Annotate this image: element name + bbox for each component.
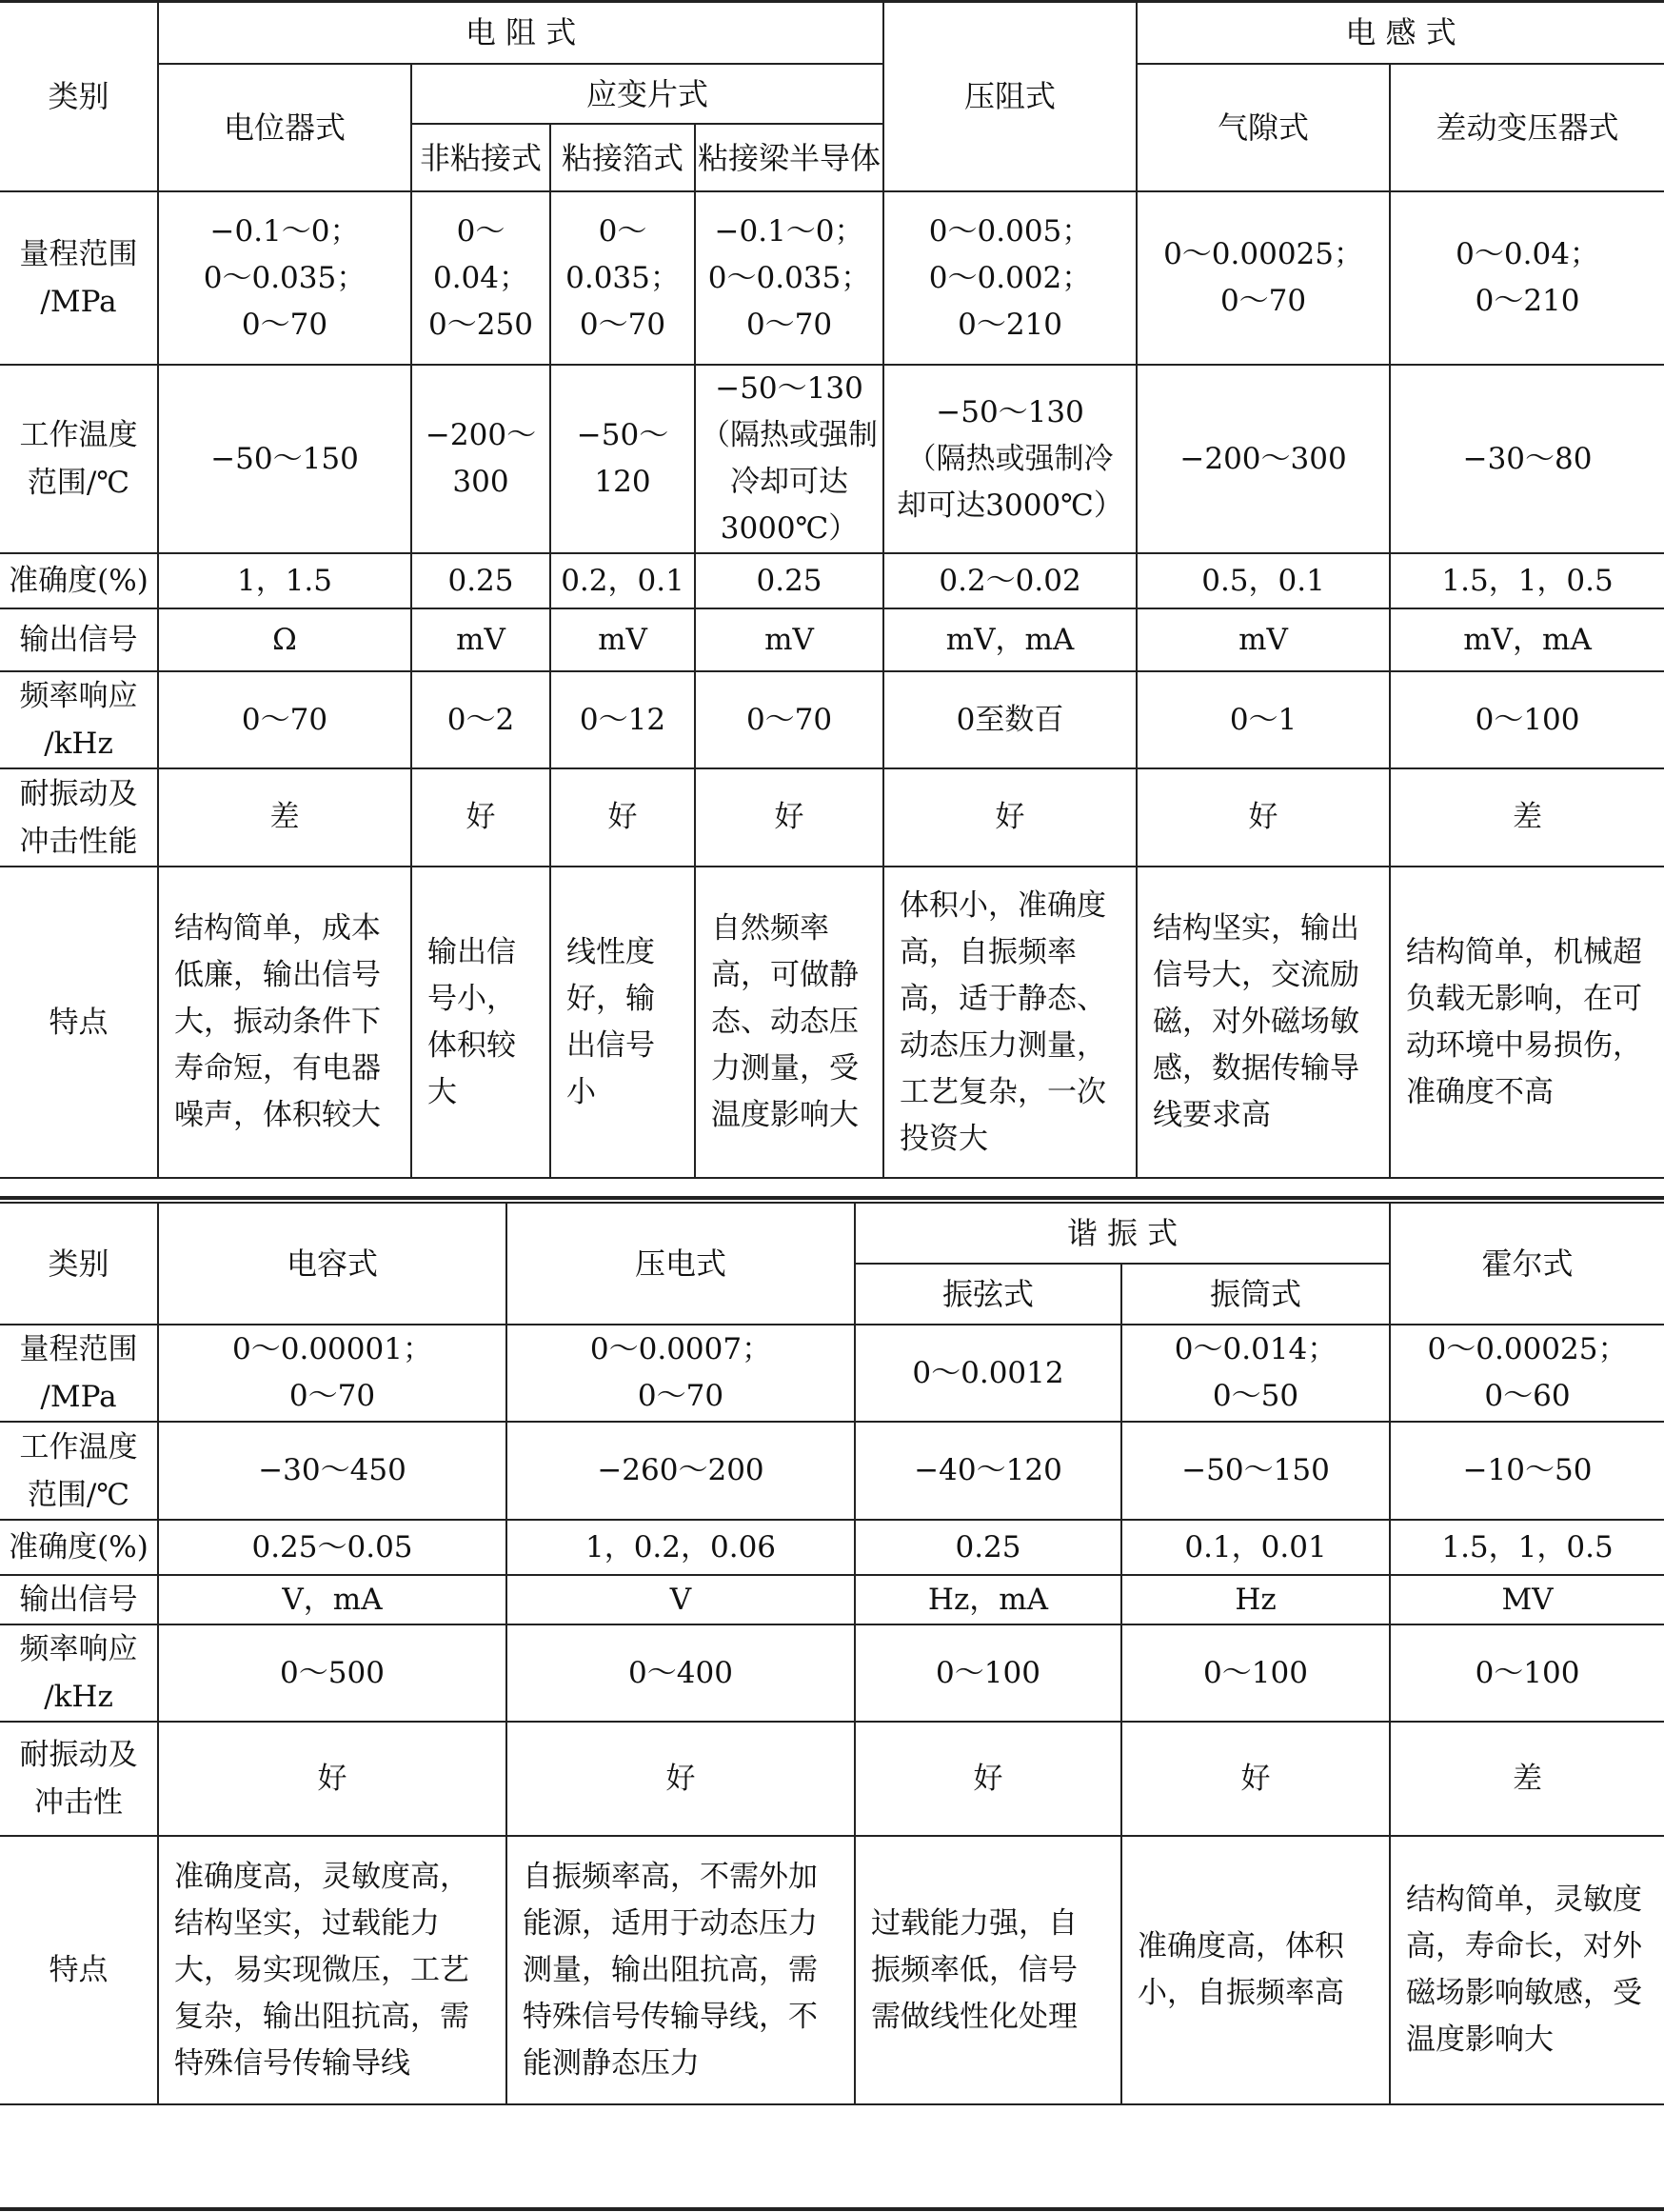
table-cell: 0.25 bbox=[695, 553, 883, 608]
table-cell: 1.5，1，0.5 bbox=[1390, 1520, 1664, 1575]
bottom-rule bbox=[0, 2207, 1664, 2211]
row-label: 量程范围 /MPa bbox=[0, 191, 158, 365]
table-cell: 0～0.014； 0～50 bbox=[1121, 1325, 1390, 1422]
table-cell: 好 bbox=[411, 768, 550, 867]
col-header-piezoresistive: 压阻式 bbox=[883, 1, 1137, 191]
table-cell: 好 bbox=[1137, 768, 1390, 867]
col-header-air-gap: 气隙式 bbox=[1137, 64, 1390, 191]
table2-row bbox=[0, 1325, 1664, 1422]
table-cell: 1，0.2，0.06 bbox=[506, 1520, 855, 1575]
table-cell: 0～0.04； 0～250 bbox=[411, 191, 550, 365]
table-cell: 1.5，1，0.5 bbox=[1390, 553, 1664, 608]
table-cell: 0～70 bbox=[695, 671, 883, 768]
table2-row bbox=[0, 1422, 1664, 1520]
table-cell: 0～100 bbox=[1390, 1624, 1664, 1722]
row-label: 准确度(%) bbox=[0, 553, 158, 608]
table1-row bbox=[0, 553, 1664, 608]
features-cell: 准确度高，灵敏度高，结构坚实，过载能力大，易实现微压，工艺复杂，输出阻抗高，需特殊信号传输导线 bbox=[158, 1836, 506, 2104]
table-cell: mV，mA bbox=[883, 608, 1137, 671]
table-cell: 差 bbox=[158, 768, 411, 867]
table-cell: 差 bbox=[1390, 768, 1664, 867]
table-cell: −30～80 bbox=[1390, 365, 1664, 553]
table-cell: 0～0.00025； 0～60 bbox=[1390, 1325, 1664, 1422]
table1-row bbox=[0, 768, 1664, 867]
table-cell: 0～0.0007； 0～70 bbox=[506, 1325, 855, 1422]
features-cell: 体积小，准确度高，自振频率高，适于静态、动态压力测量，工艺复杂，一次投资大 bbox=[883, 867, 1137, 1178]
row-label: 输出信号 bbox=[0, 608, 158, 671]
row-label: 耐振动及 冲击性能 bbox=[0, 768, 158, 867]
table-cell: mV bbox=[411, 608, 550, 671]
table-cell: 0～70 bbox=[158, 671, 411, 768]
row-label: 频率响应 /kHz bbox=[0, 1624, 158, 1722]
table-cell: 0～0.0012 bbox=[855, 1325, 1121, 1422]
table-cell: 好 bbox=[550, 768, 695, 867]
table-cell: −10～50 bbox=[1390, 1422, 1664, 1520]
col-header-non-bonded: 非粘接式 bbox=[411, 124, 550, 191]
table-cell: 0～0.00025； 0～70 bbox=[1137, 191, 1390, 365]
table1-row bbox=[0, 365, 1664, 553]
table-cell: −50～130 （隔热或强制冷 却可达3000℃） bbox=[883, 365, 1137, 553]
table-cell: 好 bbox=[158, 1722, 506, 1836]
group-header-strain-gauge: 应变片式 bbox=[411, 64, 883, 124]
table-cell: 0～500 bbox=[158, 1624, 506, 1722]
table-cell: 0.5，0.1 bbox=[1137, 553, 1390, 608]
table-cell: mV bbox=[1137, 608, 1390, 671]
table-cell: 好 bbox=[695, 768, 883, 867]
middle-rule bbox=[0, 1196, 1664, 1200]
table-cell: −40～120 bbox=[855, 1422, 1121, 1520]
table-cell: mV bbox=[695, 608, 883, 671]
table-cell: V，mA bbox=[158, 1575, 506, 1624]
col-header-vibrating-wire: 振弦式 bbox=[855, 1264, 1121, 1325]
table-cell: −0.1～0； 0～0.035； 0～70 bbox=[158, 191, 411, 365]
table-cell: mV，mA bbox=[1390, 608, 1664, 671]
row-label: 准确度(%) bbox=[0, 1520, 158, 1575]
table-cell: 0.25 bbox=[411, 553, 550, 608]
table-cell: 0～12 bbox=[550, 671, 695, 768]
row-label: 工作温度 范围/℃ bbox=[0, 1422, 158, 1520]
table-cell: Hz，mA bbox=[855, 1575, 1121, 1624]
features-cell: 结构简单，成本低廉，输出信号大，振动条件下寿命短，有电器噪声，体积较大 bbox=[158, 867, 411, 1178]
table-cell: MV bbox=[1390, 1575, 1664, 1624]
table-cell: 0～100 bbox=[1121, 1624, 1390, 1722]
col-header-bonded-semiconductor: 粘接梁半导体 bbox=[695, 124, 883, 191]
features-cell: 结构坚实，输出信号大，交流励磁，对外磁场敏感，数据传输导线要求高 bbox=[1137, 867, 1390, 1178]
table-cell: Ω bbox=[158, 608, 411, 671]
table-cell: 0～100 bbox=[855, 1624, 1121, 1722]
table-cell: V bbox=[506, 1575, 855, 1624]
features-cell: 结构简单，灵敏度高，寿命长，对外磁场影响敏感，受温度影响大 bbox=[1390, 1836, 1664, 2104]
table-cell: −260～200 bbox=[506, 1422, 855, 1520]
features-cell: 准确度高，体积小，自振频率高 bbox=[1121, 1836, 1390, 2104]
table-cell: −30～450 bbox=[158, 1422, 506, 1520]
category-header-2: 类别 bbox=[0, 1203, 158, 1325]
features-cell: 结构简单，机械超负载无影响，在可动环境中易损伤，准确度不高 bbox=[1390, 867, 1664, 1178]
table-cell: 0.1，0.01 bbox=[1121, 1520, 1390, 1575]
col-header-bonded-foil: 粘接箔式 bbox=[550, 124, 695, 191]
group-header-inductive: 电 感 式 bbox=[1137, 1, 1664, 64]
table2-row bbox=[0, 1624, 1664, 1722]
table-cell: 0～2 bbox=[411, 671, 550, 768]
table-cell: 0.25～0.05 bbox=[158, 1520, 506, 1575]
row-label: 耐振动及 冲击性 bbox=[0, 1722, 158, 1836]
table1-row bbox=[0, 608, 1664, 671]
features-cell: 自然频率高，可做静态、动态压力测量，受温度影响大 bbox=[695, 867, 883, 1178]
table2-row bbox=[0, 1722, 1664, 1836]
group-header-resonant: 谐 振 式 bbox=[855, 1203, 1390, 1264]
features-label: 特点 bbox=[0, 867, 158, 1178]
features-cell: 输出信号小，体积较大 bbox=[411, 867, 550, 1178]
row-label: 工作温度 范围/℃ bbox=[0, 365, 158, 553]
table-cell: 0～0.035； 0～70 bbox=[550, 191, 695, 365]
col-header-vibrating-cylinder: 振筒式 bbox=[1121, 1264, 1390, 1325]
table-cell: 1，1.5 bbox=[158, 553, 411, 608]
table1-row bbox=[0, 191, 1664, 365]
row-label: 频率响应 /kHz bbox=[0, 671, 158, 768]
table-cell: −50～150 bbox=[158, 365, 411, 553]
table-cell: 差 bbox=[1390, 1722, 1664, 1836]
table-cell: 0.2～0.02 bbox=[883, 553, 1137, 608]
col-header-capacitive: 电容式 bbox=[158, 1203, 506, 1325]
features-label-2: 特点 bbox=[0, 1836, 158, 2104]
row-label: 量程范围 /MPa bbox=[0, 1325, 158, 1422]
col-header-potentiometer: 电位器式 bbox=[158, 64, 411, 191]
sensor-comparison-table-2 bbox=[0, 1202, 1664, 2105]
col-header-diff-transformer: 差动变压器式 bbox=[1390, 64, 1664, 191]
table2-row bbox=[0, 1520, 1664, 1575]
table-cell: −0.1～0； 0～0.035； 0～70 bbox=[695, 191, 883, 365]
table-cell: 0～100 bbox=[1390, 671, 1664, 768]
table-cell: −50～130 （隔热或强制 冷却可达 3000℃） bbox=[695, 365, 883, 553]
table-cell: 0.25 bbox=[855, 1520, 1121, 1575]
table-cell: −200～300 bbox=[1137, 365, 1390, 553]
table-cell: −200～300 bbox=[411, 365, 550, 553]
features-cell: 线性度好，输出信号小 bbox=[550, 867, 695, 1178]
table-cell: 0～1 bbox=[1137, 671, 1390, 768]
group-header-resistive: 电 阻 式 bbox=[158, 1, 883, 64]
category-header: 类别 bbox=[0, 1, 158, 191]
features-cell: 过载能力强，自振频率低，信号需做线性化处理 bbox=[855, 1836, 1121, 2104]
col-header-hall: 霍尔式 bbox=[1390, 1203, 1664, 1325]
table-cell: 0～0.00001； 0～70 bbox=[158, 1325, 506, 1422]
table-cell: 好 bbox=[1121, 1722, 1390, 1836]
table-cell: 好 bbox=[883, 768, 1137, 867]
table-cell: 0～400 bbox=[506, 1624, 855, 1722]
table-cell: −50～120 bbox=[550, 365, 695, 553]
table-cell: −50～150 bbox=[1121, 1422, 1390, 1520]
table-cell: 0～0.005； 0～0.002； 0～210 bbox=[883, 191, 1137, 365]
table1-row bbox=[0, 671, 1664, 768]
table-cell: 0.2，0.1 bbox=[550, 553, 695, 608]
table-cell: 好 bbox=[506, 1722, 855, 1836]
row-label: 输出信号 bbox=[0, 1575, 158, 1624]
table2-row bbox=[0, 1575, 1664, 1624]
features-cell: 自振频率高，不需外加能源，适用于动态压力测量，输出阻抗高，需特殊信号传输导线，不能测静态压力 bbox=[506, 1836, 855, 2104]
table-cell: 0至数百 bbox=[883, 671, 1137, 768]
table-cell: 好 bbox=[855, 1722, 1121, 1836]
col-header-piezoelectric: 压电式 bbox=[506, 1203, 855, 1325]
table-cell: mV bbox=[550, 608, 695, 671]
table-cell: Hz bbox=[1121, 1575, 1390, 1624]
table-cell: 0～0.04； 0～210 bbox=[1390, 191, 1664, 365]
